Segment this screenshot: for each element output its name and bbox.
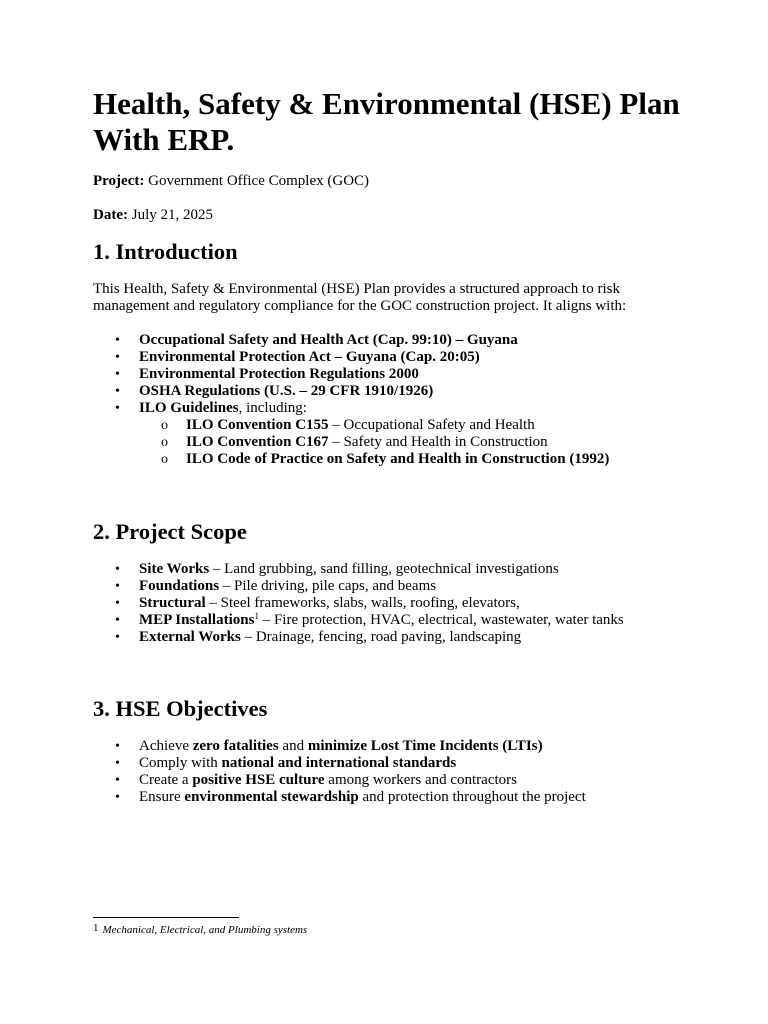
section-heading-project-scope: 2. Project Scope	[93, 519, 247, 544]
list-item: • Ensure environmental stewardship and protection throughout the project	[93, 789, 586, 806]
footnote-separator	[93, 917, 239, 918]
list-item: • Achieve zero fatalities and minimize Lost Time Incidents (LTIs)	[93, 738, 586, 755]
list-item: o ILO Convention C167 – Safety and Health in Construction	[93, 434, 609, 451]
footnote-reference[interactable]: 1	[254, 611, 259, 621]
list-item: • OSHA Regulations (U.S. – 29 CFR 1910/1926)	[93, 383, 518, 400]
list-item: o ILO Convention C155 – Occupational Safety and Health	[93, 417, 609, 434]
introduction-paragraph: This Health, Safety & Environmental (HSE) Plan provides a structured approach to risk management and regulatory compliance for the GOC construction project. It aligns with:	[93, 281, 627, 314]
objectives-list	[93, 738, 586, 806]
list-item: • Structural – Steel frameworks, slabs, walls, roofing, elevators,	[93, 595, 624, 612]
date-line	[93, 206, 213, 224]
list-item: • Comply with national and international standards	[93, 755, 586, 772]
list-item: • External Works – Drainage, fencing, road paving, landscaping	[93, 629, 624, 646]
section-heading-introduction: 1. Introduction	[93, 239, 238, 264]
list-item: • Site Works – Land grubbing, sand filling, geotechnical investigations	[93, 561, 624, 578]
list-item: • Create a positive HSE culture among workers and contractors	[93, 772, 586, 789]
list-item: • Environmental Protection Regulations 2000	[93, 366, 518, 383]
list-item: o ILO Code of Practice on Safety and Health in Construction (1992)	[93, 451, 609, 468]
regulations-list	[93, 332, 518, 417]
footnote	[93, 921, 307, 937]
document-title: Health, Safety & Environmental (HSE) Plan With ERP.	[93, 86, 680, 157]
list-item: • Foundations – Pile driving, pile caps, and beams	[93, 578, 624, 595]
date-value: July 21, 2025	[131, 207, 213, 223]
project-line	[93, 172, 369, 190]
project-label: Project:	[93, 173, 145, 189]
ilo-sublist	[93, 417, 609, 468]
footnote-number: 1	[93, 922, 99, 934]
list-item: • Occupational Safety and Health Act (Cap. 99:10) – Guyana	[93, 332, 518, 349]
scope-list	[93, 561, 624, 646]
list-item-ilo: • ILO Guidelines, including:	[93, 400, 518, 417]
footnote-text: Mechanical, Electrical, and Plumbing systems	[102, 924, 308, 936]
list-item: • MEP Installations$^1$ – Fire protection, HVAC, electrical, wastewater, water tanks	[93, 612, 624, 629]
section-heading-hse-objectives: 3. HSE Objectives	[93, 696, 268, 721]
list-item: • Environmental Protection Act – Guyana (Cap. 20:05)	[93, 349, 518, 366]
date-label: Date:	[93, 207, 128, 223]
project-value: Government Office Complex (GOC)	[148, 173, 370, 189]
